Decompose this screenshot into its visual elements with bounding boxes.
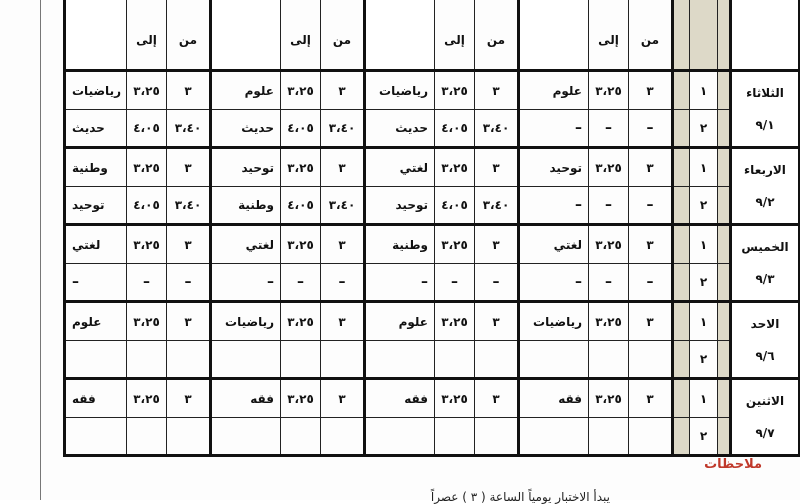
period-number: ١ [690, 225, 718, 264]
period-row [65, 264, 800, 302]
day-name: الثلاثاء [746, 86, 784, 100]
subject-cell: رياضيات [65, 71, 127, 110]
start-time-cell: – [321, 264, 365, 302]
header-number-cell [690, 0, 718, 71]
end-time-cell: ٣،٢٥ [127, 379, 167, 418]
end-time-cell [127, 418, 167, 456]
day-date: ٩/٣ [755, 272, 775, 286]
end-time-cell: – [589, 110, 629, 148]
subject-cell: رياضيات [211, 302, 281, 341]
period-spacer-cell [673, 302, 690, 341]
subject-cell [211, 341, 281, 379]
day-name: الاثنين [745, 394, 785, 408]
start-time-cell: ٣،٤٠ [167, 187, 211, 225]
subject-cell [65, 418, 127, 456]
header-from-label: من [475, 0, 519, 71]
period-row [65, 110, 800, 148]
start-time-cell: ٣ [475, 225, 519, 264]
start-time-cell [167, 418, 211, 456]
period-row [65, 379, 800, 418]
day-date: ٩/٦ [755, 349, 775, 363]
page-margin-line [40, 0, 41, 500]
day-name: الاحد [750, 317, 780, 331]
subject-cell: علوم [65, 302, 127, 341]
period-number: ١ [690, 148, 718, 187]
subject-cell: فقه [65, 379, 127, 418]
subject-cell: لغتي [65, 225, 127, 264]
subject-cell: لغتي [365, 148, 435, 187]
end-time-cell: ٣،٢٥ [281, 379, 321, 418]
start-time-cell: ٣ [629, 71, 673, 110]
subject-cell: – [65, 264, 127, 302]
end-time-cell: ٤،٠٥ [435, 187, 475, 225]
start-time-cell: ٣،٤٠ [475, 110, 519, 148]
notes-heading: ملاحظات [704, 457, 762, 472]
end-time-cell: ٣،٢٥ [435, 71, 475, 110]
period-row [65, 341, 800, 379]
start-time-cell: ٣ [475, 71, 519, 110]
start-time-cell [629, 418, 673, 456]
period-number: ٢ [690, 110, 718, 148]
end-time-cell: ٤،٠٥ [281, 110, 321, 148]
end-time-cell: ٣،٢٥ [127, 302, 167, 341]
subject-cell: رياضيات [365, 71, 435, 110]
end-time-cell: – [589, 264, 629, 302]
subject-cell [519, 341, 589, 379]
period-shade-cell [718, 264, 731, 302]
start-time-cell: – [629, 264, 673, 302]
start-time-cell: – [475, 264, 519, 302]
subject-cell: – [519, 187, 589, 225]
subject-cell: حديث [365, 110, 435, 148]
start-time-cell: ٣ [321, 225, 365, 264]
day-cell [731, 302, 800, 379]
end-time-cell: ٤،٠٥ [435, 110, 475, 148]
end-time-cell: ٤،٠٥ [127, 110, 167, 148]
end-time-cell: ٣،٢٥ [435, 148, 475, 187]
header-shade-cell [718, 0, 731, 71]
period-shade-cell [718, 148, 731, 187]
header-to-label: إلى [435, 0, 475, 71]
end-time-cell: ٣،٢٥ [281, 71, 321, 110]
period-number: ١ [690, 379, 718, 418]
header-to-label: إلى [281, 0, 321, 71]
start-time-cell: ٣ [167, 379, 211, 418]
header-subject-cell [211, 0, 281, 71]
period-spacer-cell [673, 225, 690, 264]
end-time-cell: ٣،٢٥ [435, 302, 475, 341]
period-spacer-cell [673, 341, 690, 379]
end-time-cell: ٣،٢٥ [589, 148, 629, 187]
start-time-cell [629, 341, 673, 379]
start-time-cell [167, 341, 211, 379]
subject-cell: توحيد [365, 187, 435, 225]
period-number: ٢ [690, 187, 718, 225]
subject-cell: علوم [365, 302, 435, 341]
subject-cell: – [519, 264, 589, 302]
subject-cell: حديث [65, 110, 127, 148]
end-time-cell: ٣،٢٥ [435, 225, 475, 264]
subject-cell [65, 341, 127, 379]
start-time-cell: ٣ [629, 225, 673, 264]
period-shade-cell [718, 302, 731, 341]
start-time-cell: – [167, 264, 211, 302]
period-spacer-cell [673, 379, 690, 418]
end-time-cell [435, 341, 475, 379]
end-time-cell [127, 341, 167, 379]
day-cell [731, 148, 800, 225]
header-row [65, 0, 800, 71]
start-time-cell: ٣ [321, 71, 365, 110]
period-shade-cell [718, 379, 731, 418]
period-shade-cell [718, 110, 731, 148]
subject-cell: توحيد [211, 148, 281, 187]
subject-cell: وطنية [65, 148, 127, 187]
header-subject-cell [365, 0, 435, 71]
start-time-cell [475, 341, 519, 379]
period-shade-cell [718, 187, 731, 225]
end-time-cell: – [127, 264, 167, 302]
header-from-label: من [167, 0, 211, 71]
start-time-cell: ٣،٤٠ [167, 110, 211, 148]
subject-cell: حديث [211, 110, 281, 148]
header-to-label: إلى [589, 0, 629, 71]
end-time-cell [589, 418, 629, 456]
period-shade-cell [718, 225, 731, 264]
end-time-cell: ٤،٠٥ [281, 187, 321, 225]
start-time-cell: ٣ [321, 148, 365, 187]
start-time-cell [475, 418, 519, 456]
start-time-cell: ٣ [629, 379, 673, 418]
end-time-cell: ٣،٢٥ [589, 302, 629, 341]
period-row [65, 418, 800, 456]
period-number: ٢ [690, 341, 718, 379]
period-spacer-cell [673, 418, 690, 456]
header-to-label: إلى [127, 0, 167, 71]
period-spacer-cell [673, 71, 690, 110]
subject-cell: لغتي [211, 225, 281, 264]
day-name: الاربعاء [744, 163, 786, 177]
end-time-cell: – [589, 187, 629, 225]
period-row [65, 302, 800, 341]
subject-cell: – [211, 264, 281, 302]
notes-line-cut-off: يبدأ الاختبار يومياً الساعة ( ٣ ) عصراً [430, 490, 610, 504]
start-time-cell: ٣،٤٠ [321, 110, 365, 148]
day-cell [731, 379, 800, 456]
end-time-cell: ٣،٢٥ [281, 148, 321, 187]
day-date: ٩/١ [755, 118, 775, 132]
exam-schedule-table [63, 0, 800, 457]
day-name: الخميس [741, 240, 789, 254]
period-spacer-cell [673, 187, 690, 225]
subject-cell: لغتي [519, 225, 589, 264]
start-time-cell: ٣ [475, 302, 519, 341]
end-time-cell: ٣،٢٥ [127, 148, 167, 187]
start-time-cell: ٣ [167, 302, 211, 341]
subject-cell [211, 418, 281, 456]
end-time-cell: – [281, 264, 321, 302]
period-number: ١ [690, 302, 718, 341]
day-date: ٩/٢ [755, 195, 775, 209]
period-spacer-cell [673, 264, 690, 302]
start-time-cell: ٣ [167, 148, 211, 187]
header-period-spacer [673, 0, 690, 71]
day-date: ٩/٧ [755, 426, 775, 440]
subject-cell [519, 418, 589, 456]
subject-cell: توحيد [65, 187, 127, 225]
start-time-cell: – [629, 187, 673, 225]
period-shade-cell [718, 341, 731, 379]
end-time-cell: ٣،٢٥ [127, 71, 167, 110]
start-time-cell [321, 341, 365, 379]
day-cell [731, 71, 800, 148]
period-row [65, 71, 800, 110]
subject-cell: رياضيات [519, 302, 589, 341]
subject-cell [365, 341, 435, 379]
end-time-cell [589, 341, 629, 379]
period-number: ٢ [690, 264, 718, 302]
subject-cell: علوم [211, 71, 281, 110]
end-time-cell [281, 341, 321, 379]
period-spacer-cell [673, 148, 690, 187]
subject-cell: وطنية [365, 225, 435, 264]
header-from-label: من [629, 0, 673, 71]
start-time-cell: ٣ [629, 148, 673, 187]
header-subject-cell [519, 0, 589, 71]
end-time-cell: ٣،٢٥ [589, 71, 629, 110]
start-time-cell: ٣ [629, 302, 673, 341]
end-time-cell [281, 418, 321, 456]
start-time-cell: ٣ [321, 302, 365, 341]
start-time-cell: ٣ [475, 379, 519, 418]
start-time-cell: ٣،٤٠ [321, 187, 365, 225]
header-from-label: من [321, 0, 365, 71]
start-time-cell: – [629, 110, 673, 148]
start-time-cell [321, 418, 365, 456]
subject-cell: علوم [519, 71, 589, 110]
period-shade-cell [718, 418, 731, 456]
subject-cell: فقه [519, 379, 589, 418]
end-time-cell: ٣،٢٥ [589, 225, 629, 264]
end-time-cell: ٤،٠٥ [127, 187, 167, 225]
end-time-cell: ٣،٢٥ [281, 302, 321, 341]
day-cell [731, 225, 800, 302]
subject-cell: وطنية [211, 187, 281, 225]
period-number: ٢ [690, 418, 718, 456]
end-time-cell: – [435, 264, 475, 302]
subject-cell: فقه [365, 379, 435, 418]
start-time-cell: ٣ [167, 225, 211, 264]
subject-cell: – [365, 264, 435, 302]
end-time-cell: ٣،٢٥ [127, 225, 167, 264]
start-time-cell: ٣ [475, 148, 519, 187]
period-row [65, 225, 800, 264]
end-time-cell: ٣،٢٥ [281, 225, 321, 264]
period-shade-cell [718, 71, 731, 110]
start-time-cell: ٣ [321, 379, 365, 418]
header-day-cell [731, 0, 800, 71]
end-time-cell: ٣،٢٥ [589, 379, 629, 418]
end-time-cell [435, 418, 475, 456]
period-row [65, 187, 800, 225]
period-row [65, 148, 800, 187]
start-time-cell: ٣ [167, 71, 211, 110]
subject-cell: فقه [211, 379, 281, 418]
subject-cell: توحيد [519, 148, 589, 187]
start-time-cell: ٣،٤٠ [475, 187, 519, 225]
subject-cell [365, 418, 435, 456]
subject-cell: – [519, 110, 589, 148]
period-number: ١ [690, 71, 718, 110]
period-spacer-cell [673, 110, 690, 148]
header-subject-cell [65, 0, 127, 71]
end-time-cell: ٣،٢٥ [435, 379, 475, 418]
